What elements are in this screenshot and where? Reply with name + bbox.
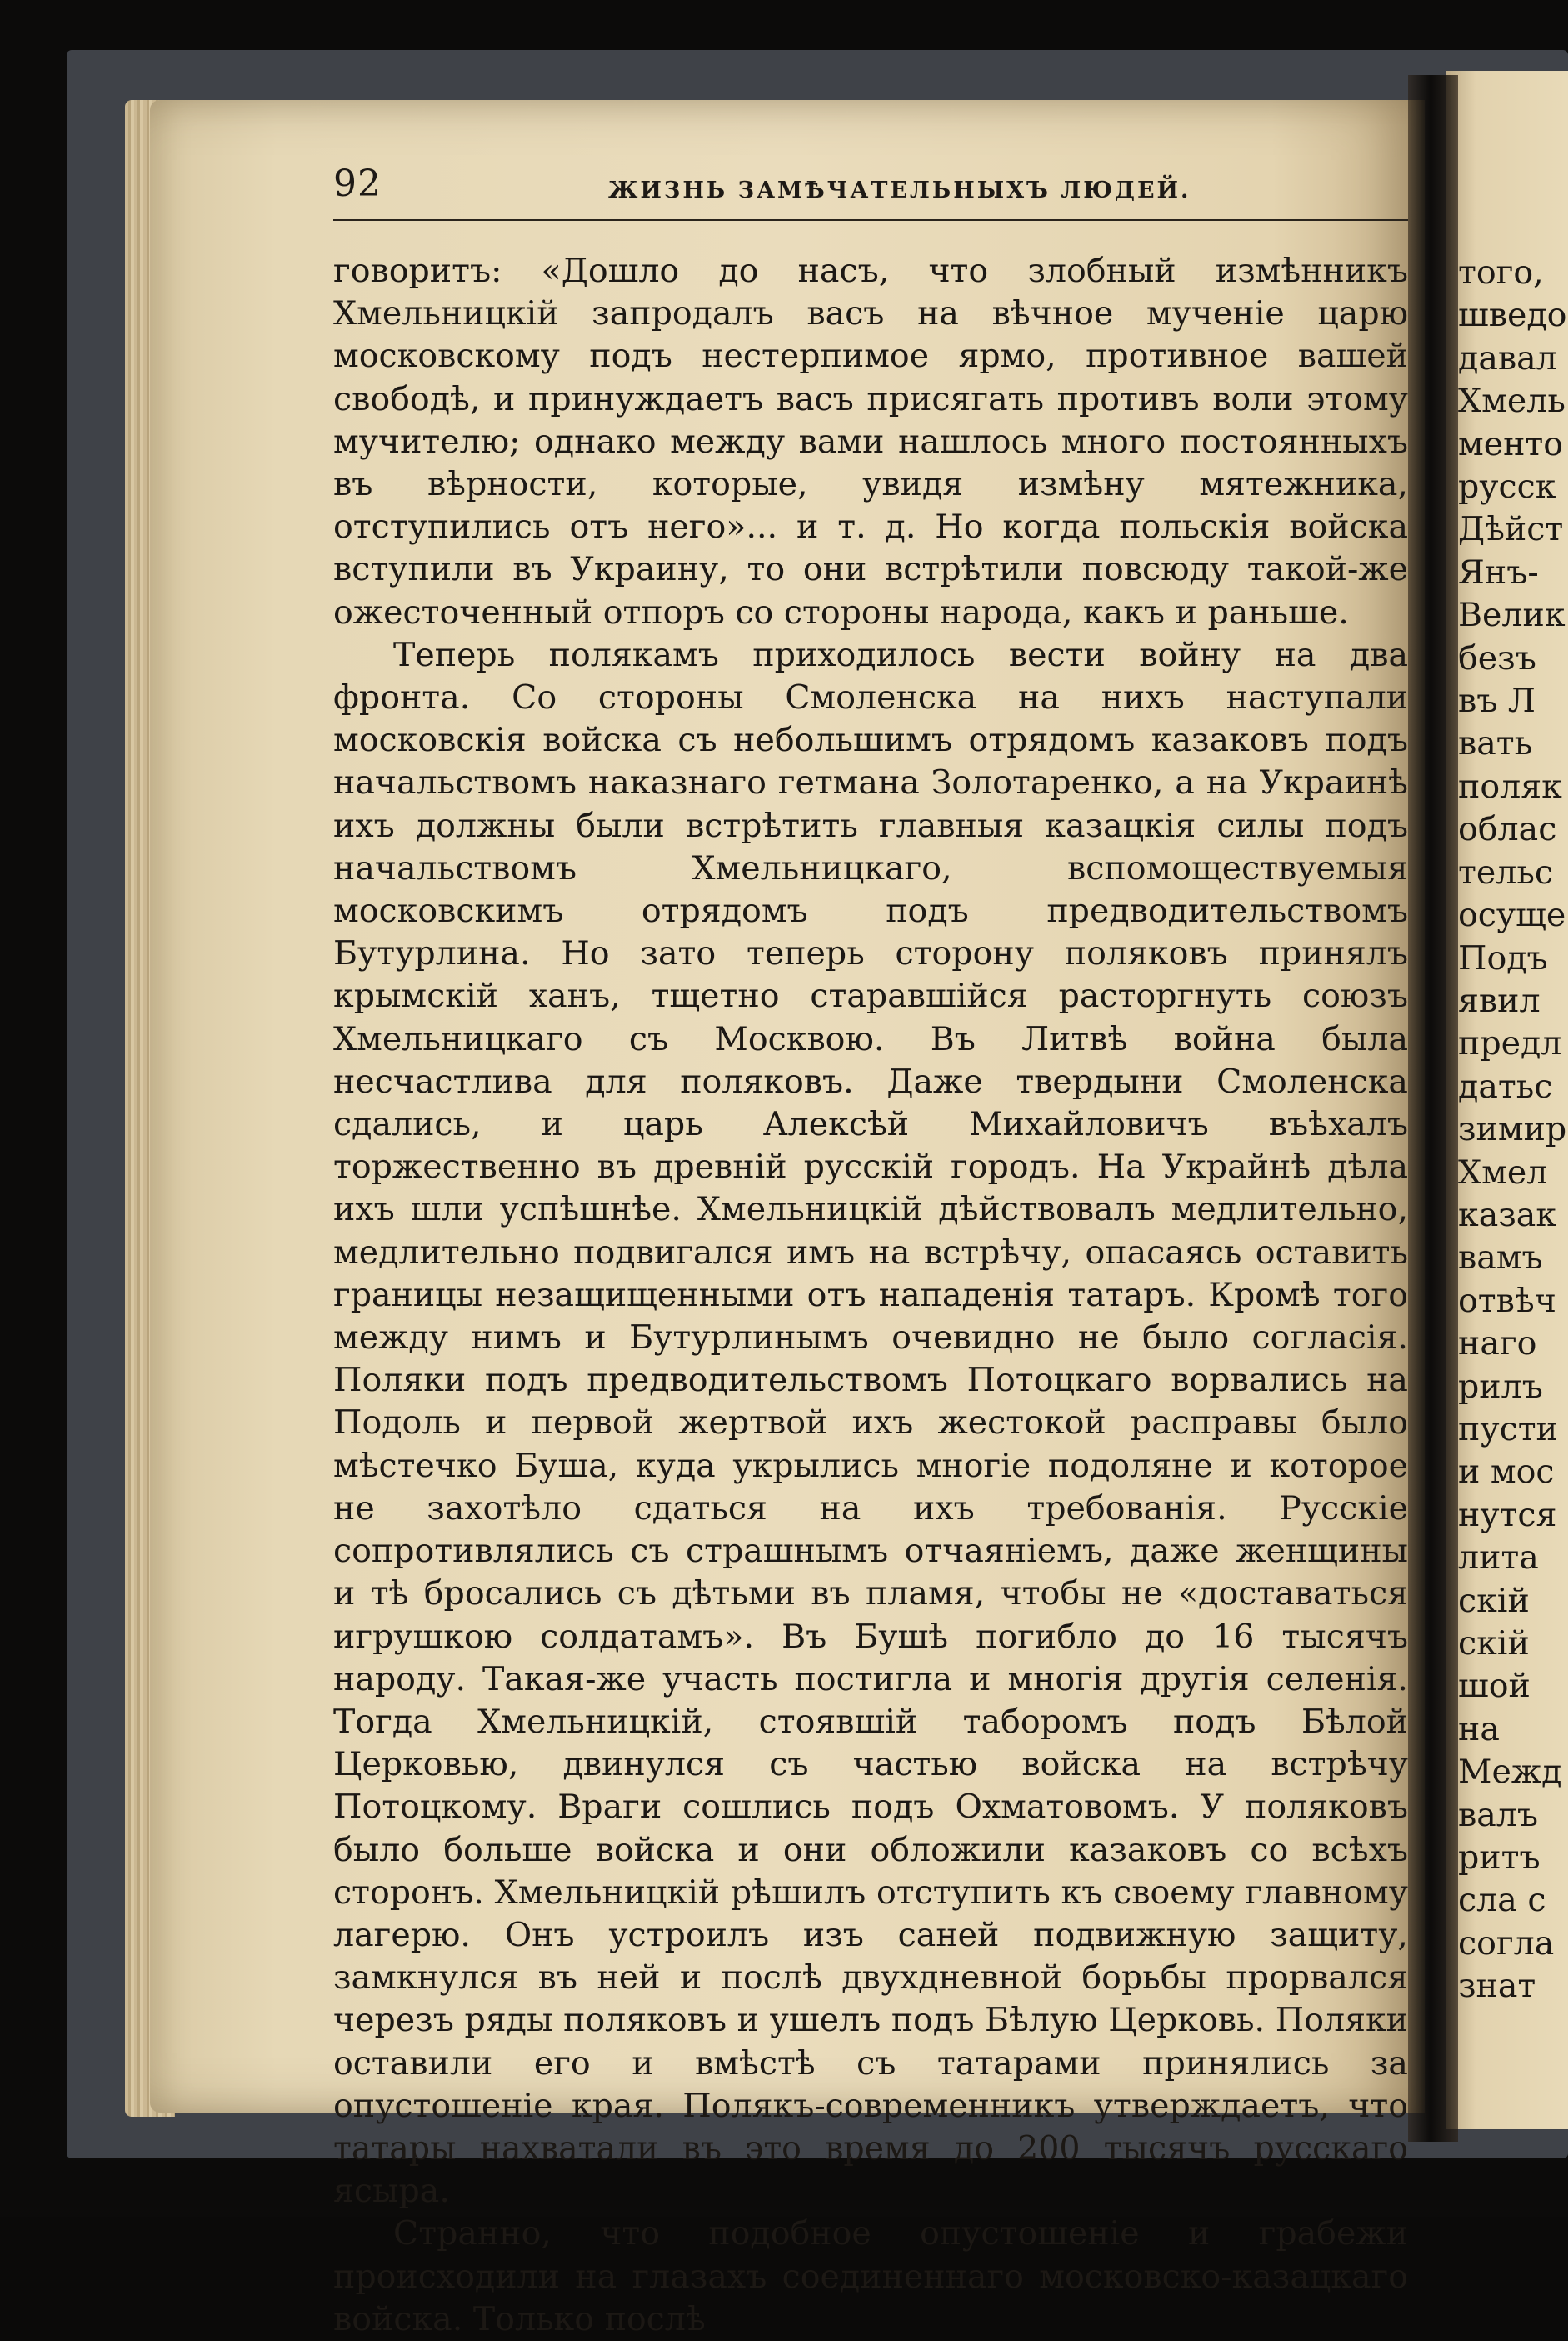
right-page-line: поляк: [1458, 767, 1562, 806]
right-page-line: наго: [1458, 1324, 1537, 1363]
right-page-line: Межд: [1458, 1753, 1562, 1792]
right-page-line: казак: [1458, 1195, 1557, 1234]
right-page-line: Дѣйст: [1458, 510, 1564, 549]
right-page-line: въ Л: [1458, 682, 1536, 721]
right-page-line: пусти: [1458, 1409, 1558, 1448]
book-gutter: [1408, 75, 1458, 2142]
right-page-line: скій: [1458, 1581, 1530, 1620]
right-page-line: безъ: [1458, 638, 1536, 678]
right-page-line: зимир: [1458, 1110, 1567, 1149]
right-page-line: согла: [1458, 1923, 1555, 1963]
right-page-line: шой: [1458, 1667, 1531, 1706]
right-page-line: облас: [1458, 810, 1557, 849]
right-page-line: предл: [1458, 1024, 1562, 1063]
page-number: 92: [333, 163, 382, 205]
right-page-line: менто: [1458, 424, 1564, 463]
paragraph: Странно, что подобное опустошеніе и грабежи происходили на глазахъ соединеннаго московско-казацкаго войска. Только послѣ: [333, 2214, 1408, 2338]
right-page-line: русск: [1458, 468, 1556, 507]
right-page-line: рилъ: [1458, 1367, 1543, 1406]
right-page-line: Янъ-: [1458, 553, 1539, 592]
right-page-line: ритъ: [1458, 1838, 1541, 1878]
body-text: [333, 250, 1408, 2341]
right-page-line: на: [1458, 1709, 1500, 1748]
right-page-line: Хмел: [1458, 1153, 1548, 1192]
header-rule: [333, 219, 1408, 221]
right-page-line: сла с: [1458, 1881, 1546, 1920]
right-page-line: отвѣч: [1458, 1281, 1556, 1320]
right-page-line: явил: [1458, 981, 1541, 1020]
right-page-line: Подъ: [1458, 938, 1548, 978]
right-page-line: того,: [1458, 253, 1544, 292]
right-page-line: нутся: [1458, 1495, 1557, 1534]
paragraph: говоритъ: «Дошло до насъ, что злобный измѣнникъ Хмельницкій запродалъ васъ на вѣчное мученіе царю московскому подъ нестерпимое ярмо, противное вашей свободѣ, и принуждаетъ васъ присягать противъ воли этому мучителю; однако между вами нашлось много постоянныхъ въ вѣрности, которые, увидя измѣну мятежника, отступились отъ него»... и т. д. Но когда польскія войска вступили въ Украину, то они встрѣтили повсюду такой-же ожесточенный отпоръ со стороны народа, какъ и раньше.: [333, 252, 1408, 632]
right-page-line: шведо: [1458, 296, 1567, 335]
right-page-line: тельс: [1458, 853, 1553, 892]
right-page-line: и мос: [1458, 1453, 1555, 1492]
right-page-line: датьс: [1458, 1067, 1553, 1106]
right-page-line: Хмель: [1458, 382, 1566, 421]
right-page-line: осуще: [1458, 896, 1566, 935]
right-page-line: вать: [1458, 724, 1533, 763]
right-page-text: [1458, 252, 1568, 2008]
running-head: ЖИЗНЬ ЗАМѢЧАТЕЛЬНЫХЪ ЛЮДЕЙ.: [608, 178, 1191, 203]
right-page-line: скій: [1458, 1624, 1530, 1663]
right-page-line: лита: [1458, 1538, 1539, 1578]
right-page-line: валъ: [1458, 1795, 1539, 1834]
right-page-line: вамъ: [1458, 1238, 1543, 1278]
right-page-line: давал: [1458, 338, 1557, 378]
right-page-line: знат: [1458, 1967, 1536, 2006]
paragraph: Теперь полякамъ приходилось вести войну на два фронта. Со стороны Смоленска на нихъ наступали московскія войска съ небольшимъ отрядомъ казаковъ подъ начальствомъ наказнаго гетмана Золотаренко, а на Украинѣ ихъ должны были встрѣтить главныя казацкія силы подъ начальствомъ Хмельницкаго, вспомоществуемыя московскимъ отрядомъ подъ предводительствомъ Бутурлина. Но зато теперь сторону поляковъ принялъ крымскій ханъ, тщетно старавшійся расторгнуть союзъ Хмельницкаго съ Москвою. Въ Литвѣ война была несчастлива для поляковъ. Даже твердыни Смоленска сдались, и царь Алексѣй Михайловичъ въѣхалъ торжественно въ древній русскій городъ. На Украйнѣ дѣла ихъ шли успѣшнѣе. Хмельницкій дѣйствовалъ медлительно, медлительно подвигался имъ на встрѣчу, опасаясь оставить границы незащищенными отъ нападенія татаръ. Кромѣ того между нимъ и Бутурлинымъ очевидно не было согласія. Поляки подъ предводительствомъ Потоцкаго ворвались на Подоль и первой жертвой ихъ жестокой расправы было мѣстечко Буша, куда укрылись многіе подоляне и которое не захотѣло сдаться на ихъ требованія. Русскіе сопротивлялись съ страшнымъ отчаяніемъ, даже женщины и тѣ бросались съ дѣтьми въ пламя, чтобы не «доставаться игрушкою солдатамъ». Въ Бушѣ погибло до 16 тысячъ народу. Такая-же участь постигла и многія другія селенія. Тогда Хмельницкій, стоявшій таборомъ подъ Бѣлой Церковью, двинулся съ частью войска на встрѣчу Потоцкому. Враги сошлись подъ Охматовомъ. У поляковъ было больше войска и они обложили казаковъ со всѣхъ сторонъ. Хмельницкій рѣшилъ отступить къ своему главному лагерю. Онъ устроилъ изъ саней подвижную защиту, замкнулся въ ней и послѣ двухдневной борьбы прорвался черезъ ряды поляковъ и ушелъ подъ Бѣлую Церковь. Поляки оставили его и вмѣстѣ съ татарами принялись за опустошеніе края. Полякъ-современникъ утверждаетъ, что татары нахватали въ это время до 200 тысячъ русскаго ясыра.: [333, 635, 1408, 2211]
right-page-line: Велик: [1458, 596, 1566, 635]
